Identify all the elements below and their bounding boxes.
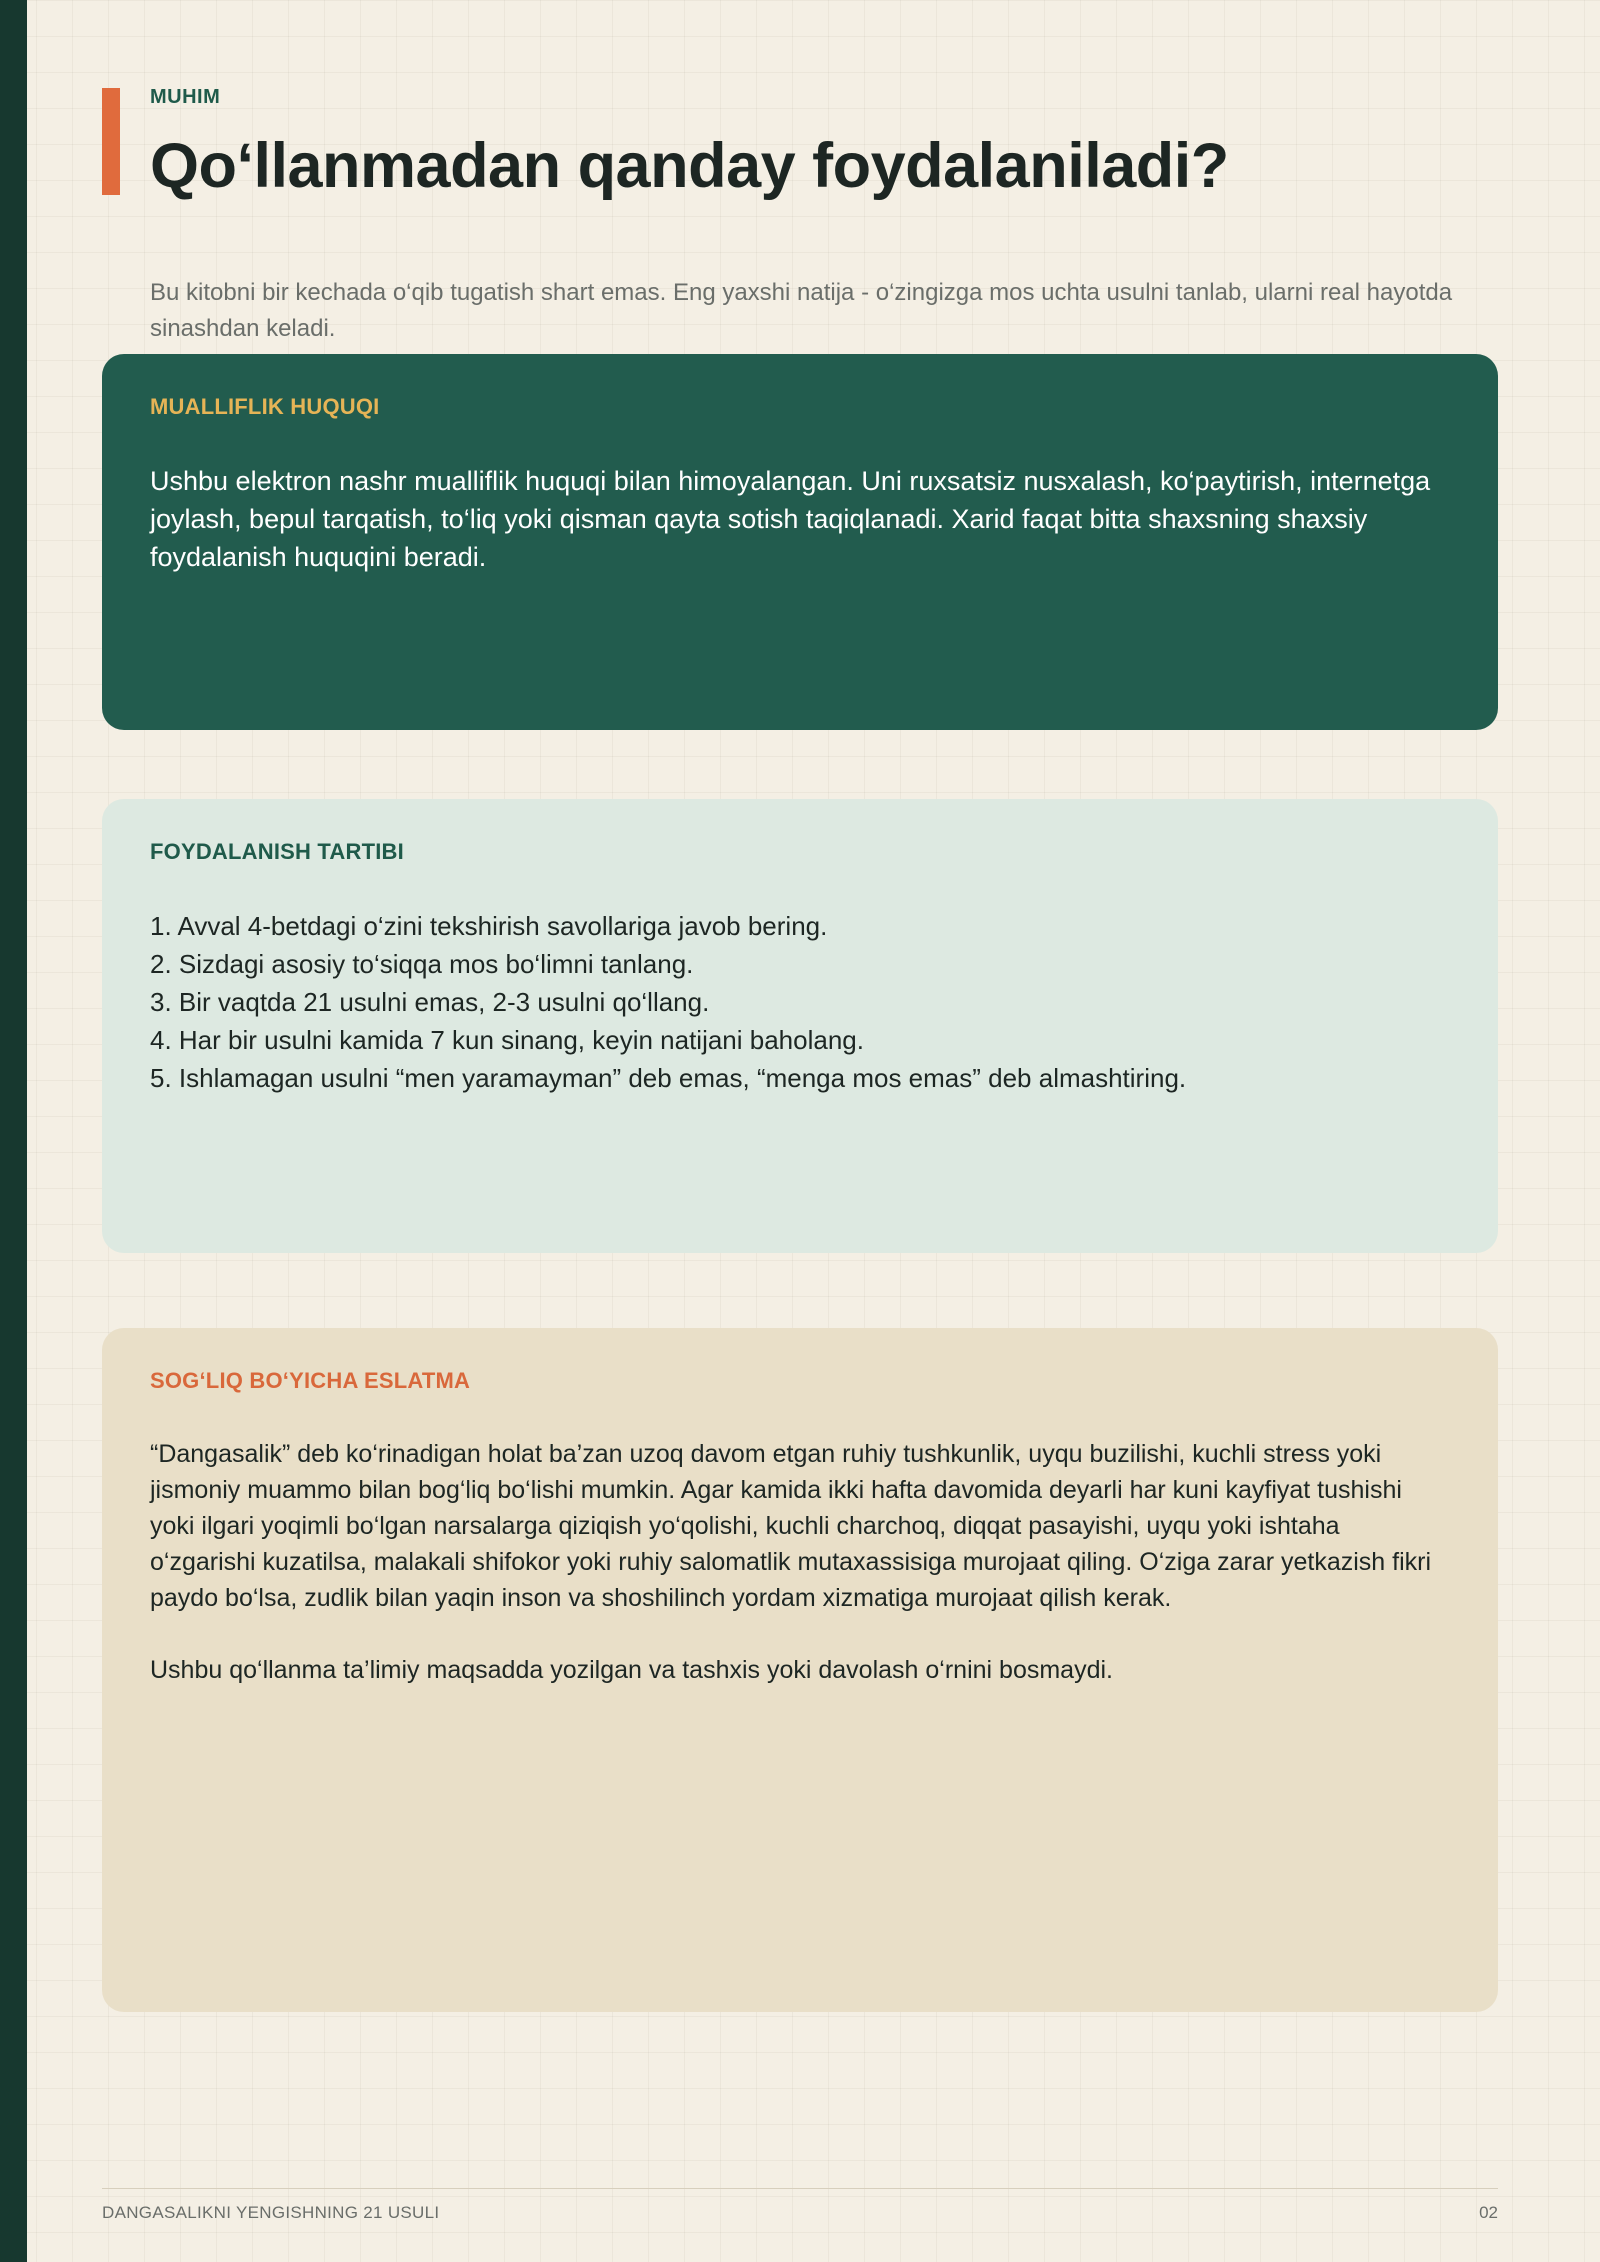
- footer-page-number: 02: [1479, 2203, 1498, 2222]
- usage-step: 2. Sizdagi asosiy to‘siqqa mos bo‘limni tanlang.: [150, 949, 694, 979]
- intro-text: Bu kitobni bir kechada o‘qib tugatish shart emas. Eng yaxshi natija - o‘zingizga mos uchta usulni tanlab, ularni real hayotda sinashdan keladi.: [150, 279, 1453, 342]
- health-card-disclaimer: Ushbu qo‘llanma ta’limiy maqsadda yozilgan va tashxis yoki davolash o‘rnini bosmaydi.: [150, 1656, 1113, 1684]
- usage-steps-list: [150, 907, 1450, 1097]
- health-card-title: SOG‘LIQ BO‘YICHA ESLATMA: [150, 1368, 471, 1393]
- usage-step: 5. Ishlamagan usulni “men yaramayman” deb emas, “menga mos emas” deb almashtiring.: [150, 1063, 1187, 1093]
- health-card: [102, 1328, 1498, 2012]
- copyright-card-body: Ushbu elektron nashr mualliflik huquqi bilan himoyalangan. Uni ruxsatsiz nusxalash, ko‘paytirish, internetga joylash, bepul tarqatish, to‘liq yoki qisman qayta sotish taqiqlanadi. Xarid faqat bitta shaxsning shaxsiy foydalanish huquqini beradi.: [150, 466, 1431, 572]
- usage-step: 3. Bir vaqtda 21 usulni emas, 2-3 usulni qo‘llang.: [150, 987, 710, 1017]
- copyright-card: [102, 354, 1498, 730]
- usage-card-title: FOYDALANISH TARTIBI: [150, 839, 404, 864]
- usage-step: 1. Avval 4-betdagi o‘zini tekshirish savollariga javob bering.: [150, 911, 828, 941]
- usage-step: 4. Har bir usulni kamida 7 kun sinang, keyin natijani baholang.: [150, 1025, 864, 1055]
- page-title: Qo‘llanmadan qanday foydalaniladi?: [150, 131, 1229, 201]
- health-card-paragraph: “Dangasalik” deb ko‘rinadigan holat ba’zan uzoq davom etgan ruhiy tushkunlik, uyqu buzilishi, kuchli stress yoki jismoniy muammo bilan bog‘liq bo‘lishi mumkin. Agar kamida ikki hafta davomida deyarli har kuni kayfiyat tushishi yoki ilgari yoqimli bo‘lgan narsalarga qiziqish yo‘qolishi, kuchli charchoq, diqqat pasayishi, uyqu yoki ishtaha o‘zgarishi kuzatilsa, malakali shifokor yoki ruhiy salomatlik mutaxassisiga murojaat qiling. O‘ziga zarar yetkazish fikri paydo bo‘lsa, zudlik bilan yaqin inson va shoshilinch yordam xizmatiga murojaat qilish kerak.: [150, 1440, 1432, 1612]
- usage-card: [102, 799, 1498, 1253]
- copyright-card-title: MUALLIFLIK HUQUQI: [150, 394, 380, 419]
- footer-book-title: DANGASALIKNI YENGISHNING 21 USULI: [102, 2203, 440, 2222]
- title-accent-bar: [102, 88, 120, 195]
- side-strip: [0, 0, 27, 2262]
- footer-divider: [102, 2188, 1498, 2189]
- eyebrow-label: MUHIM: [150, 86, 221, 108]
